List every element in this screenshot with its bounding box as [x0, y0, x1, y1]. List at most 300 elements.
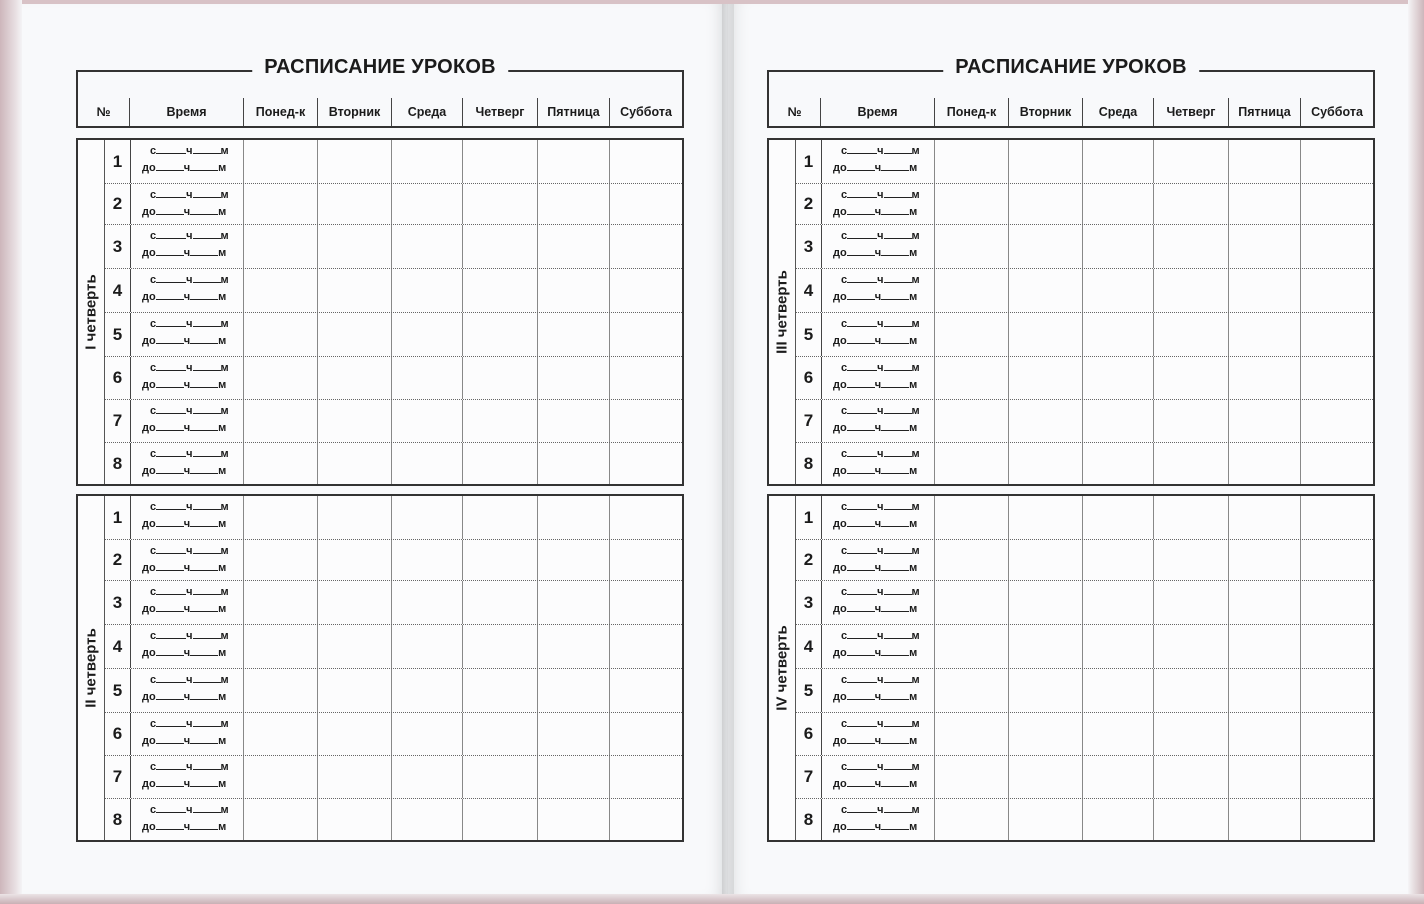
time-blank[interactable]: [847, 422, 875, 431]
time-blank[interactable]: [156, 162, 184, 171]
lesson-cell-day-4[interactable]: [462, 625, 537, 668]
lesson-cell-day-1[interactable]: [243, 184, 317, 224]
lesson-cell-day-2[interactable]: [1008, 581, 1082, 624]
lesson-cell-day-1[interactable]: [934, 540, 1008, 580]
lesson-cell-day-2[interactable]: [1008, 313, 1082, 356]
lesson-cell-day-2[interactable]: [317, 540, 391, 580]
lesson-cell-day-3[interactable]: [391, 225, 462, 268]
time-blank[interactable]: [156, 630, 186, 639]
time-blank[interactable]: [193, 761, 221, 770]
lesson-cell-day-5[interactable]: [537, 581, 609, 624]
time-blank[interactable]: [156, 335, 184, 344]
time-blank[interactable]: [847, 647, 875, 656]
time-blank[interactable]: [884, 318, 912, 327]
lesson-cell-day-6[interactable]: [1300, 443, 1373, 484]
lesson-cell-day-5[interactable]: [537, 357, 609, 399]
lesson-cell-day-4[interactable]: [462, 313, 537, 356]
time-blank[interactable]: [881, 206, 909, 215]
time-blank[interactable]: [193, 630, 221, 639]
lesson-cell-day-3[interactable]: [391, 713, 462, 755]
lesson-cell-day-5[interactable]: [1228, 756, 1300, 798]
lesson-cell-day-5[interactable]: [537, 669, 609, 712]
lesson-cell-day-1[interactable]: [243, 443, 317, 484]
lesson-cell-day-3[interactable]: [1082, 756, 1153, 798]
time-blank[interactable]: [847, 586, 877, 595]
time-blank[interactable]: [156, 718, 186, 727]
lesson-cell-day-3[interactable]: [391, 669, 462, 712]
lesson-cell-day-1[interactable]: [934, 625, 1008, 668]
time-blank[interactable]: [881, 247, 909, 256]
time-blank[interactable]: [884, 362, 912, 371]
lesson-cell-day-5[interactable]: [1228, 799, 1300, 840]
lesson-cell-day-2[interactable]: [317, 357, 391, 399]
lesson-cell-day-6[interactable]: [1300, 496, 1373, 539]
time-blank[interactable]: [193, 145, 221, 154]
lesson-cell-day-1[interactable]: [243, 799, 317, 840]
time-blank[interactable]: [884, 586, 912, 595]
time-blank[interactable]: [156, 448, 186, 457]
time-blank[interactable]: [847, 162, 875, 171]
time-blank[interactable]: [847, 230, 877, 239]
time-blank[interactable]: [847, 448, 877, 457]
lesson-cell-day-4[interactable]: [462, 713, 537, 755]
lesson-cell-day-2[interactable]: [317, 400, 391, 442]
lesson-cell-day-1[interactable]: [243, 756, 317, 798]
lesson-cell-day-2[interactable]: [317, 313, 391, 356]
time-blank[interactable]: [193, 230, 221, 239]
time-blank[interactable]: [884, 630, 912, 639]
time-blank[interactable]: [156, 206, 184, 215]
lesson-cell-day-6[interactable]: [1300, 713, 1373, 755]
lesson-cell-day-6[interactable]: [609, 313, 682, 356]
lesson-cell-day-6[interactable]: [609, 357, 682, 399]
time-blank[interactable]: [847, 518, 875, 527]
lesson-cell-day-1[interactable]: [243, 357, 317, 399]
time-blank[interactable]: [847, 379, 875, 388]
lesson-cell-day-3[interactable]: [1082, 496, 1153, 539]
lesson-cell-day-1[interactable]: [934, 313, 1008, 356]
time-blank[interactable]: [847, 562, 875, 571]
time-blank[interactable]: [190, 465, 218, 474]
time-blank[interactable]: [156, 405, 186, 414]
time-blank[interactable]: [881, 562, 909, 571]
time-blank[interactable]: [193, 274, 221, 283]
lesson-cell-day-5[interactable]: [1228, 669, 1300, 712]
lesson-cell-day-1[interactable]: [243, 225, 317, 268]
time-blank[interactable]: [881, 603, 909, 612]
lesson-cell-day-2[interactable]: [1008, 625, 1082, 668]
time-blank[interactable]: [847, 291, 875, 300]
time-blank[interactable]: [847, 189, 877, 198]
lesson-cell-day-6[interactable]: [1300, 225, 1373, 268]
lesson-cell-day-1[interactable]: [243, 669, 317, 712]
lesson-cell-day-3[interactable]: [1082, 799, 1153, 840]
lesson-cell-day-5[interactable]: [1228, 357, 1300, 399]
lesson-cell-day-6[interactable]: [609, 269, 682, 312]
time-blank[interactable]: [190, 335, 218, 344]
lesson-cell-day-4[interactable]: [1153, 140, 1228, 183]
time-blank[interactable]: [156, 674, 186, 683]
time-blank[interactable]: [156, 189, 186, 198]
lesson-cell-day-1[interactable]: [243, 713, 317, 755]
time-blank[interactable]: [847, 735, 875, 744]
time-blank[interactable]: [884, 501, 912, 510]
time-blank[interactable]: [156, 586, 186, 595]
lesson-cell-day-1[interactable]: [243, 496, 317, 539]
lesson-cell-day-1[interactable]: [934, 581, 1008, 624]
lesson-cell-day-4[interactable]: [1153, 713, 1228, 755]
time-blank[interactable]: [193, 674, 221, 683]
time-blank[interactable]: [156, 501, 186, 510]
lesson-cell-day-6[interactable]: [1300, 184, 1373, 224]
lesson-cell-day-2[interactable]: [317, 269, 391, 312]
lesson-cell-day-5[interactable]: [1228, 313, 1300, 356]
lesson-cell-day-1[interactable]: [243, 625, 317, 668]
lesson-cell-day-2[interactable]: [1008, 225, 1082, 268]
lesson-cell-day-3[interactable]: [1082, 581, 1153, 624]
time-blank[interactable]: [193, 718, 221, 727]
lesson-cell-day-5[interactable]: [537, 269, 609, 312]
lesson-cell-day-6[interactable]: [609, 625, 682, 668]
lesson-cell-day-5[interactable]: [1228, 625, 1300, 668]
time-blank[interactable]: [156, 761, 186, 770]
lesson-cell-day-5[interactable]: [537, 140, 609, 183]
time-blank[interactable]: [193, 545, 221, 554]
lesson-cell-day-4[interactable]: [1153, 799, 1228, 840]
lesson-cell-day-3[interactable]: [1082, 225, 1153, 268]
lesson-cell-day-6[interactable]: [609, 581, 682, 624]
lesson-cell-day-3[interactable]: [391, 581, 462, 624]
lesson-cell-day-2[interactable]: [317, 225, 391, 268]
lesson-cell-day-4[interactable]: [1153, 496, 1228, 539]
time-blank[interactable]: [156, 291, 184, 300]
lesson-cell-day-4[interactable]: [462, 269, 537, 312]
time-blank[interactable]: [190, 206, 218, 215]
lesson-cell-day-5[interactable]: [537, 313, 609, 356]
time-blank[interactable]: [190, 379, 218, 388]
lesson-cell-day-3[interactable]: [1082, 400, 1153, 442]
time-blank[interactable]: [884, 718, 912, 727]
time-blank[interactable]: [156, 318, 186, 327]
time-blank[interactable]: [193, 362, 221, 371]
time-blank[interactable]: [190, 291, 218, 300]
time-blank[interactable]: [156, 518, 184, 527]
lesson-cell-day-6[interactable]: [609, 496, 682, 539]
time-blank[interactable]: [847, 674, 877, 683]
lesson-cell-day-6[interactable]: [609, 756, 682, 798]
time-blank[interactable]: [847, 804, 877, 813]
time-blank[interactable]: [156, 379, 184, 388]
time-blank[interactable]: [884, 545, 912, 554]
lesson-cell-day-3[interactable]: [1082, 669, 1153, 712]
time-blank[interactable]: [847, 691, 875, 700]
lesson-cell-day-2[interactable]: [1008, 496, 1082, 539]
time-blank[interactable]: [193, 448, 221, 457]
time-blank[interactable]: [156, 422, 184, 431]
lesson-cell-day-1[interactable]: [934, 269, 1008, 312]
time-blank[interactable]: [847, 335, 875, 344]
lesson-cell-day-2[interactable]: [1008, 669, 1082, 712]
time-blank[interactable]: [847, 145, 877, 154]
time-blank[interactable]: [156, 647, 184, 656]
lesson-cell-day-4[interactable]: [1153, 313, 1228, 356]
lesson-cell-day-4[interactable]: [1153, 756, 1228, 798]
lesson-cell-day-3[interactable]: [391, 269, 462, 312]
lesson-cell-day-6[interactable]: [609, 669, 682, 712]
time-blank[interactable]: [156, 247, 184, 256]
time-blank[interactable]: [884, 145, 912, 154]
lesson-cell-day-2[interactable]: [317, 496, 391, 539]
time-blank[interactable]: [847, 603, 875, 612]
lesson-cell-day-1[interactable]: [243, 140, 317, 183]
lesson-cell-day-5[interactable]: [1228, 581, 1300, 624]
lesson-cell-day-2[interactable]: [1008, 540, 1082, 580]
lesson-cell-day-4[interactable]: [1153, 669, 1228, 712]
time-blank[interactable]: [193, 586, 221, 595]
lesson-cell-day-5[interactable]: [1228, 713, 1300, 755]
lesson-cell-day-6[interactable]: [1300, 581, 1373, 624]
lesson-cell-day-5[interactable]: [1228, 140, 1300, 183]
lesson-cell-day-4[interactable]: [1153, 400, 1228, 442]
time-blank[interactable]: [190, 647, 218, 656]
lesson-cell-day-1[interactable]: [934, 225, 1008, 268]
time-blank[interactable]: [881, 691, 909, 700]
lesson-cell-day-2[interactable]: [1008, 269, 1082, 312]
lesson-cell-day-6[interactable]: [609, 225, 682, 268]
lesson-cell-day-3[interactable]: [1082, 540, 1153, 580]
lesson-cell-day-6[interactable]: [1300, 540, 1373, 580]
time-blank[interactable]: [193, 189, 221, 198]
time-blank[interactable]: [193, 318, 221, 327]
lesson-cell-day-6[interactable]: [609, 799, 682, 840]
time-blank[interactable]: [884, 405, 912, 414]
lesson-cell-day-3[interactable]: [391, 756, 462, 798]
lesson-cell-day-3[interactable]: [1082, 443, 1153, 484]
lesson-cell-day-6[interactable]: [609, 713, 682, 755]
time-blank[interactable]: [190, 422, 218, 431]
lesson-cell-day-5[interactable]: [1228, 269, 1300, 312]
lesson-cell-day-6[interactable]: [1300, 357, 1373, 399]
lesson-cell-day-3[interactable]: [391, 443, 462, 484]
time-blank[interactable]: [190, 162, 218, 171]
lesson-cell-day-6[interactable]: [1300, 756, 1373, 798]
time-blank[interactable]: [847, 545, 877, 554]
lesson-cell-day-4[interactable]: [462, 184, 537, 224]
lesson-cell-day-1[interactable]: [243, 313, 317, 356]
lesson-cell-day-4[interactable]: [462, 799, 537, 840]
lesson-cell-day-4[interactable]: [462, 140, 537, 183]
time-blank[interactable]: [156, 821, 184, 830]
time-blank[interactable]: [884, 674, 912, 683]
lesson-cell-day-2[interactable]: [1008, 756, 1082, 798]
time-blank[interactable]: [156, 735, 184, 744]
lesson-cell-day-4[interactable]: [462, 357, 537, 399]
lesson-cell-day-6[interactable]: [609, 443, 682, 484]
lesson-cell-day-6[interactable]: [1300, 400, 1373, 442]
lesson-cell-day-4[interactable]: [1153, 269, 1228, 312]
lesson-cell-day-4[interactable]: [462, 443, 537, 484]
lesson-cell-day-6[interactable]: [609, 184, 682, 224]
time-blank[interactable]: [881, 465, 909, 474]
lesson-cell-day-5[interactable]: [537, 225, 609, 268]
time-blank[interactable]: [847, 362, 877, 371]
time-blank[interactable]: [884, 804, 912, 813]
lesson-cell-day-3[interactable]: [1082, 140, 1153, 183]
lesson-cell-day-1[interactable]: [934, 140, 1008, 183]
time-blank[interactable]: [156, 691, 184, 700]
time-blank[interactable]: [881, 422, 909, 431]
lesson-cell-day-4[interactable]: [1153, 540, 1228, 580]
lesson-cell-day-5[interactable]: [1228, 540, 1300, 580]
lesson-cell-day-1[interactable]: [934, 756, 1008, 798]
lesson-cell-day-5[interactable]: [1228, 225, 1300, 268]
lesson-cell-day-5[interactable]: [537, 400, 609, 442]
lesson-cell-day-3[interactable]: [391, 400, 462, 442]
lesson-cell-day-1[interactable]: [243, 269, 317, 312]
time-blank[interactable]: [190, 821, 218, 830]
lesson-cell-day-6[interactable]: [609, 140, 682, 183]
lesson-cell-day-3[interactable]: [391, 357, 462, 399]
lesson-cell-day-5[interactable]: [537, 496, 609, 539]
time-blank[interactable]: [847, 761, 877, 770]
time-blank[interactable]: [881, 291, 909, 300]
time-blank[interactable]: [881, 379, 909, 388]
lesson-cell-day-2[interactable]: [317, 581, 391, 624]
lesson-cell-day-2[interactable]: [317, 184, 391, 224]
lesson-cell-day-6[interactable]: [1300, 313, 1373, 356]
lesson-cell-day-4[interactable]: [1153, 184, 1228, 224]
time-blank[interactable]: [193, 501, 221, 510]
time-blank[interactable]: [847, 821, 875, 830]
time-blank[interactable]: [156, 465, 184, 474]
lesson-cell-day-4[interactable]: [1153, 581, 1228, 624]
time-blank[interactable]: [847, 247, 875, 256]
time-blank[interactable]: [190, 518, 218, 527]
lesson-cell-day-5[interactable]: [537, 540, 609, 580]
lesson-cell-day-6[interactable]: [609, 540, 682, 580]
time-blank[interactable]: [847, 465, 875, 474]
time-blank[interactable]: [847, 718, 877, 727]
lesson-cell-day-5[interactable]: [1228, 496, 1300, 539]
time-blank[interactable]: [847, 405, 877, 414]
lesson-cell-day-3[interactable]: [391, 540, 462, 580]
time-blank[interactable]: [847, 206, 875, 215]
lesson-cell-day-2[interactable]: [1008, 140, 1082, 183]
time-blank[interactable]: [881, 518, 909, 527]
lesson-cell-day-3[interactable]: [391, 496, 462, 539]
lesson-cell-day-1[interactable]: [934, 496, 1008, 539]
lesson-cell-day-1[interactable]: [934, 357, 1008, 399]
lesson-cell-day-6[interactable]: [1300, 269, 1373, 312]
lesson-cell-day-3[interactable]: [391, 184, 462, 224]
time-blank[interactable]: [190, 735, 218, 744]
lesson-cell-day-2[interactable]: [317, 140, 391, 183]
lesson-cell-day-2[interactable]: [1008, 799, 1082, 840]
lesson-cell-day-4[interactable]: [462, 756, 537, 798]
time-blank[interactable]: [847, 778, 875, 787]
lesson-cell-day-1[interactable]: [243, 400, 317, 442]
time-blank[interactable]: [156, 362, 186, 371]
time-blank[interactable]: [847, 318, 877, 327]
time-blank[interactable]: [156, 230, 186, 239]
lesson-cell-day-2[interactable]: [1008, 184, 1082, 224]
time-blank[interactable]: [847, 501, 877, 510]
lesson-cell-day-6[interactable]: [1300, 140, 1373, 183]
time-blank[interactable]: [193, 405, 221, 414]
lesson-cell-day-2[interactable]: [317, 713, 391, 755]
lesson-cell-day-6[interactable]: [1300, 799, 1373, 840]
time-blank[interactable]: [881, 778, 909, 787]
lesson-cell-day-5[interactable]: [537, 713, 609, 755]
lesson-cell-day-2[interactable]: [1008, 713, 1082, 755]
lesson-cell-day-1[interactable]: [934, 669, 1008, 712]
lesson-cell-day-6[interactable]: [1300, 625, 1373, 668]
time-blank[interactable]: [156, 145, 186, 154]
lesson-cell-day-3[interactable]: [391, 625, 462, 668]
lesson-cell-day-3[interactable]: [1082, 713, 1153, 755]
lesson-cell-day-5[interactable]: [537, 443, 609, 484]
time-blank[interactable]: [156, 778, 184, 787]
lesson-cell-day-3[interactable]: [1082, 357, 1153, 399]
time-blank[interactable]: [190, 603, 218, 612]
lesson-cell-day-3[interactable]: [391, 799, 462, 840]
time-blank[interactable]: [193, 804, 221, 813]
time-blank[interactable]: [881, 735, 909, 744]
lesson-cell-day-3[interactable]: [391, 313, 462, 356]
lesson-cell-day-6[interactable]: [609, 400, 682, 442]
lesson-cell-day-6[interactable]: [1300, 669, 1373, 712]
lesson-cell-day-5[interactable]: [1228, 184, 1300, 224]
lesson-cell-day-5[interactable]: [537, 756, 609, 798]
time-blank[interactable]: [881, 821, 909, 830]
lesson-cell-day-1[interactable]: [934, 799, 1008, 840]
lesson-cell-day-2[interactable]: [317, 625, 391, 668]
lesson-cell-day-1[interactable]: [243, 540, 317, 580]
lesson-cell-day-5[interactable]: [1228, 400, 1300, 442]
time-blank[interactable]: [190, 778, 218, 787]
lesson-cell-day-4[interactable]: [462, 496, 537, 539]
lesson-cell-day-1[interactable]: [934, 713, 1008, 755]
time-blank[interactable]: [190, 562, 218, 571]
time-blank[interactable]: [884, 448, 912, 457]
lesson-cell-day-3[interactable]: [1082, 625, 1153, 668]
lesson-cell-day-1[interactable]: [243, 581, 317, 624]
time-blank[interactable]: [156, 545, 186, 554]
time-blank[interactable]: [884, 230, 912, 239]
lesson-cell-day-5[interactable]: [537, 799, 609, 840]
time-blank[interactable]: [190, 691, 218, 700]
lesson-cell-day-2[interactable]: [1008, 357, 1082, 399]
lesson-cell-day-5[interactable]: [537, 625, 609, 668]
lesson-cell-day-4[interactable]: [462, 540, 537, 580]
time-blank[interactable]: [190, 247, 218, 256]
time-blank[interactable]: [881, 647, 909, 656]
time-blank[interactable]: [884, 761, 912, 770]
lesson-cell-day-3[interactable]: [391, 140, 462, 183]
lesson-cell-day-2[interactable]: [317, 756, 391, 798]
lesson-cell-day-4[interactable]: [1153, 443, 1228, 484]
lesson-cell-day-4[interactable]: [1153, 225, 1228, 268]
lesson-cell-day-5[interactable]: [1228, 443, 1300, 484]
lesson-cell-day-3[interactable]: [1082, 313, 1153, 356]
lesson-cell-day-1[interactable]: [934, 184, 1008, 224]
lesson-cell-day-2[interactable]: [317, 669, 391, 712]
lesson-cell-day-4[interactable]: [462, 400, 537, 442]
time-blank[interactable]: [156, 562, 184, 571]
lesson-cell-day-5[interactable]: [537, 184, 609, 224]
lesson-cell-day-4[interactable]: [462, 581, 537, 624]
time-blank[interactable]: [156, 603, 184, 612]
